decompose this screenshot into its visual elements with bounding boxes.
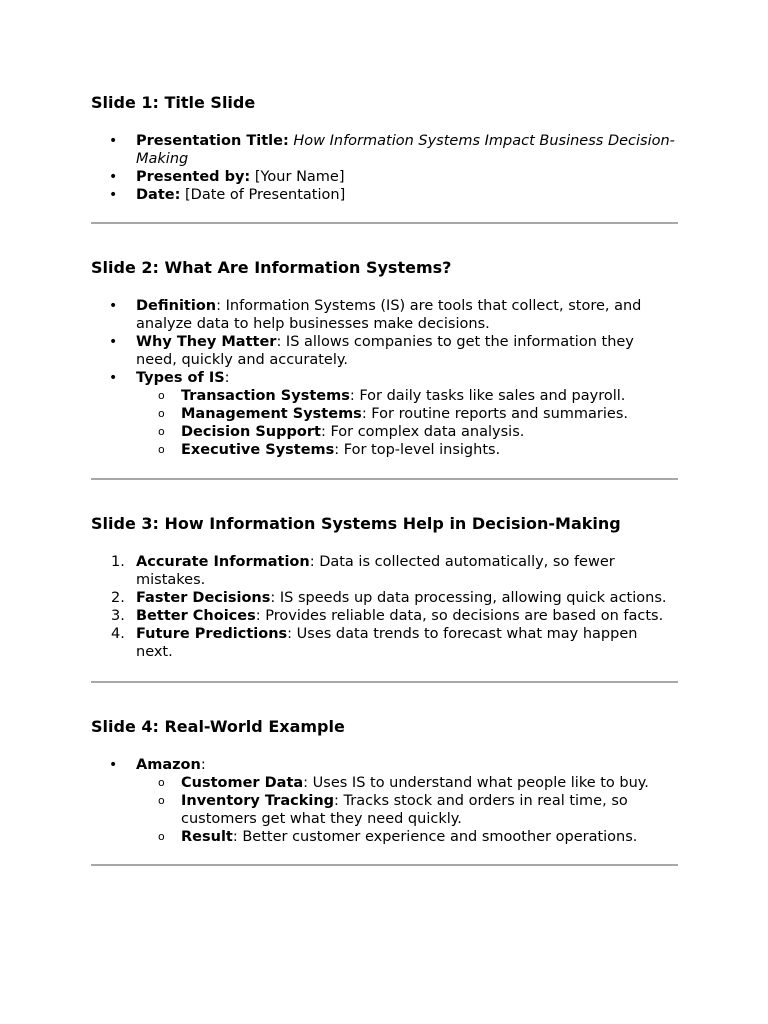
item-label: Types of IS (136, 370, 225, 386)
item-text: : (200, 757, 206, 773)
list-item (91, 625, 678, 661)
document-page (91, 93, 678, 866)
slide-4-heading: Slide 4: Real-World Example (91, 717, 345, 736)
sub-list-item (136, 423, 678, 441)
item-label: Presented by: (136, 169, 251, 185)
sub-list-item (136, 405, 678, 423)
sub-item-text: : Tracks stock and orders in real time, so customers get what they need quickly. (181, 793, 628, 827)
item-text: : Uses data trends to forecast what may happen next. (136, 626, 638, 660)
sub-item-text: : For daily tasks like sales and payroll. (349, 388, 626, 404)
item-text: [Date of Presentation] (185, 187, 346, 203)
list-item (91, 369, 678, 459)
sub-item-wrap (181, 406, 628, 422)
bullet-glyph: • (109, 187, 118, 203)
item-text: : Information Systems (IS) are tools that collect, store, and analyze data to help businesses make decisions. (136, 298, 642, 332)
item-label: Date: (136, 187, 181, 203)
item-number: 4. (111, 626, 125, 642)
sub-item-text: : For top-level insights. (334, 442, 501, 458)
list-item (91, 186, 678, 204)
sub-item-text: : For complex data analysis. (320, 424, 525, 440)
slide-4-sublist (136, 774, 678, 846)
item-text: : Data is collected automatically, so fewer mistakes. (136, 554, 615, 588)
item-label: Better Choices (136, 608, 256, 624)
item-number: 1. (111, 554, 125, 570)
sub-list-item (136, 441, 678, 459)
list-item (91, 297, 678, 333)
bullet-glyph: • (109, 370, 118, 386)
sub-bullet-glyph: o (158, 830, 165, 843)
item-label: Definition (136, 298, 217, 314)
sub-item-label: Result (181, 829, 233, 845)
sub-list-item (136, 792, 678, 828)
item-text: : (224, 370, 230, 386)
sub-list-item (136, 774, 678, 792)
slide-4-list (91, 756, 678, 846)
sub-bullet-glyph: o (158, 425, 165, 438)
list-item (91, 553, 678, 589)
item-text: How Information Systems Impact Business Decision-Making (136, 133, 675, 167)
slide-2-sublist (136, 387, 678, 459)
bullet-glyph: • (109, 169, 118, 185)
sub-item-wrap (181, 442, 500, 458)
slide-1-list (91, 132, 678, 204)
sub-list-item (136, 828, 678, 846)
list-item (91, 589, 678, 607)
sub-item-label: Customer Data (181, 775, 304, 791)
bullet-glyph: • (109, 334, 118, 350)
sub-item-wrap (181, 424, 524, 440)
sub-bullet-glyph: o (158, 389, 165, 402)
item-number: 2. (111, 590, 125, 606)
slide-1-section (91, 93, 678, 204)
slide-1-heading: Slide 1: Title Slide (91, 93, 256, 112)
section-divider (91, 222, 678, 224)
section-divider (91, 681, 678, 683)
list-item (91, 168, 678, 186)
item-label: Amazon (136, 757, 201, 773)
item-label: Accurate Information (136, 554, 310, 570)
sub-list-item (136, 387, 678, 405)
item-label: Future Predictions (136, 626, 288, 642)
slide-3-list (91, 553, 678, 661)
sub-bullet-glyph: o (158, 407, 165, 420)
section-divider (91, 478, 678, 480)
slide-2-section (91, 258, 678, 459)
item-label: Faster Decisions (136, 590, 271, 606)
slide-2-list (91, 297, 678, 459)
item-label: Why They Matter (136, 334, 277, 350)
bullet-glyph: • (109, 298, 118, 314)
slide-3-heading: Slide 3: How Information Systems Help in Decision-Making (91, 514, 621, 533)
list-item (91, 132, 678, 168)
sub-item-text: : Better customer experience and smoother operations. (232, 829, 638, 845)
sub-item-label: Executive Systems (181, 442, 335, 458)
slide-3-section (91, 514, 678, 661)
sub-item-label: Decision Support (181, 424, 321, 440)
list-item (91, 756, 678, 846)
sub-item-text: : Uses IS to understand what people like to buy. (303, 775, 649, 791)
sub-item-label: Transaction Systems (181, 388, 350, 404)
sub-item-wrap (181, 388, 625, 404)
item-text: : IS allows companies to get the information they need, quickly and accurately. (136, 334, 634, 368)
sub-bullet-glyph: o (158, 794, 165, 807)
bullet-glyph: • (109, 757, 118, 773)
slide-2-heading: Slide 2: What Are Information Systems? (91, 258, 452, 277)
sub-bullet-glyph: o (158, 776, 165, 789)
item-text: [Your Name] (254, 169, 345, 185)
item-number: 3. (111, 608, 125, 624)
list-item (91, 607, 678, 625)
item-text: : IS speeds up data processing, allowing quick actions. (270, 590, 667, 606)
sub-item-label: Management Systems (181, 406, 362, 422)
sub-bullet-glyph: o (158, 443, 165, 456)
section-divider (91, 864, 678, 866)
slide-4-section (91, 717, 678, 846)
list-item (91, 333, 678, 369)
item-label: Presentation Title: (136, 133, 289, 149)
sub-item-label: Inventory Tracking (181, 793, 335, 809)
item-text: : Provides reliable data, so decisions are based on facts. (255, 608, 664, 624)
sub-item-text: : For routine reports and summaries. (361, 406, 629, 422)
bullet-glyph: • (109, 133, 118, 149)
